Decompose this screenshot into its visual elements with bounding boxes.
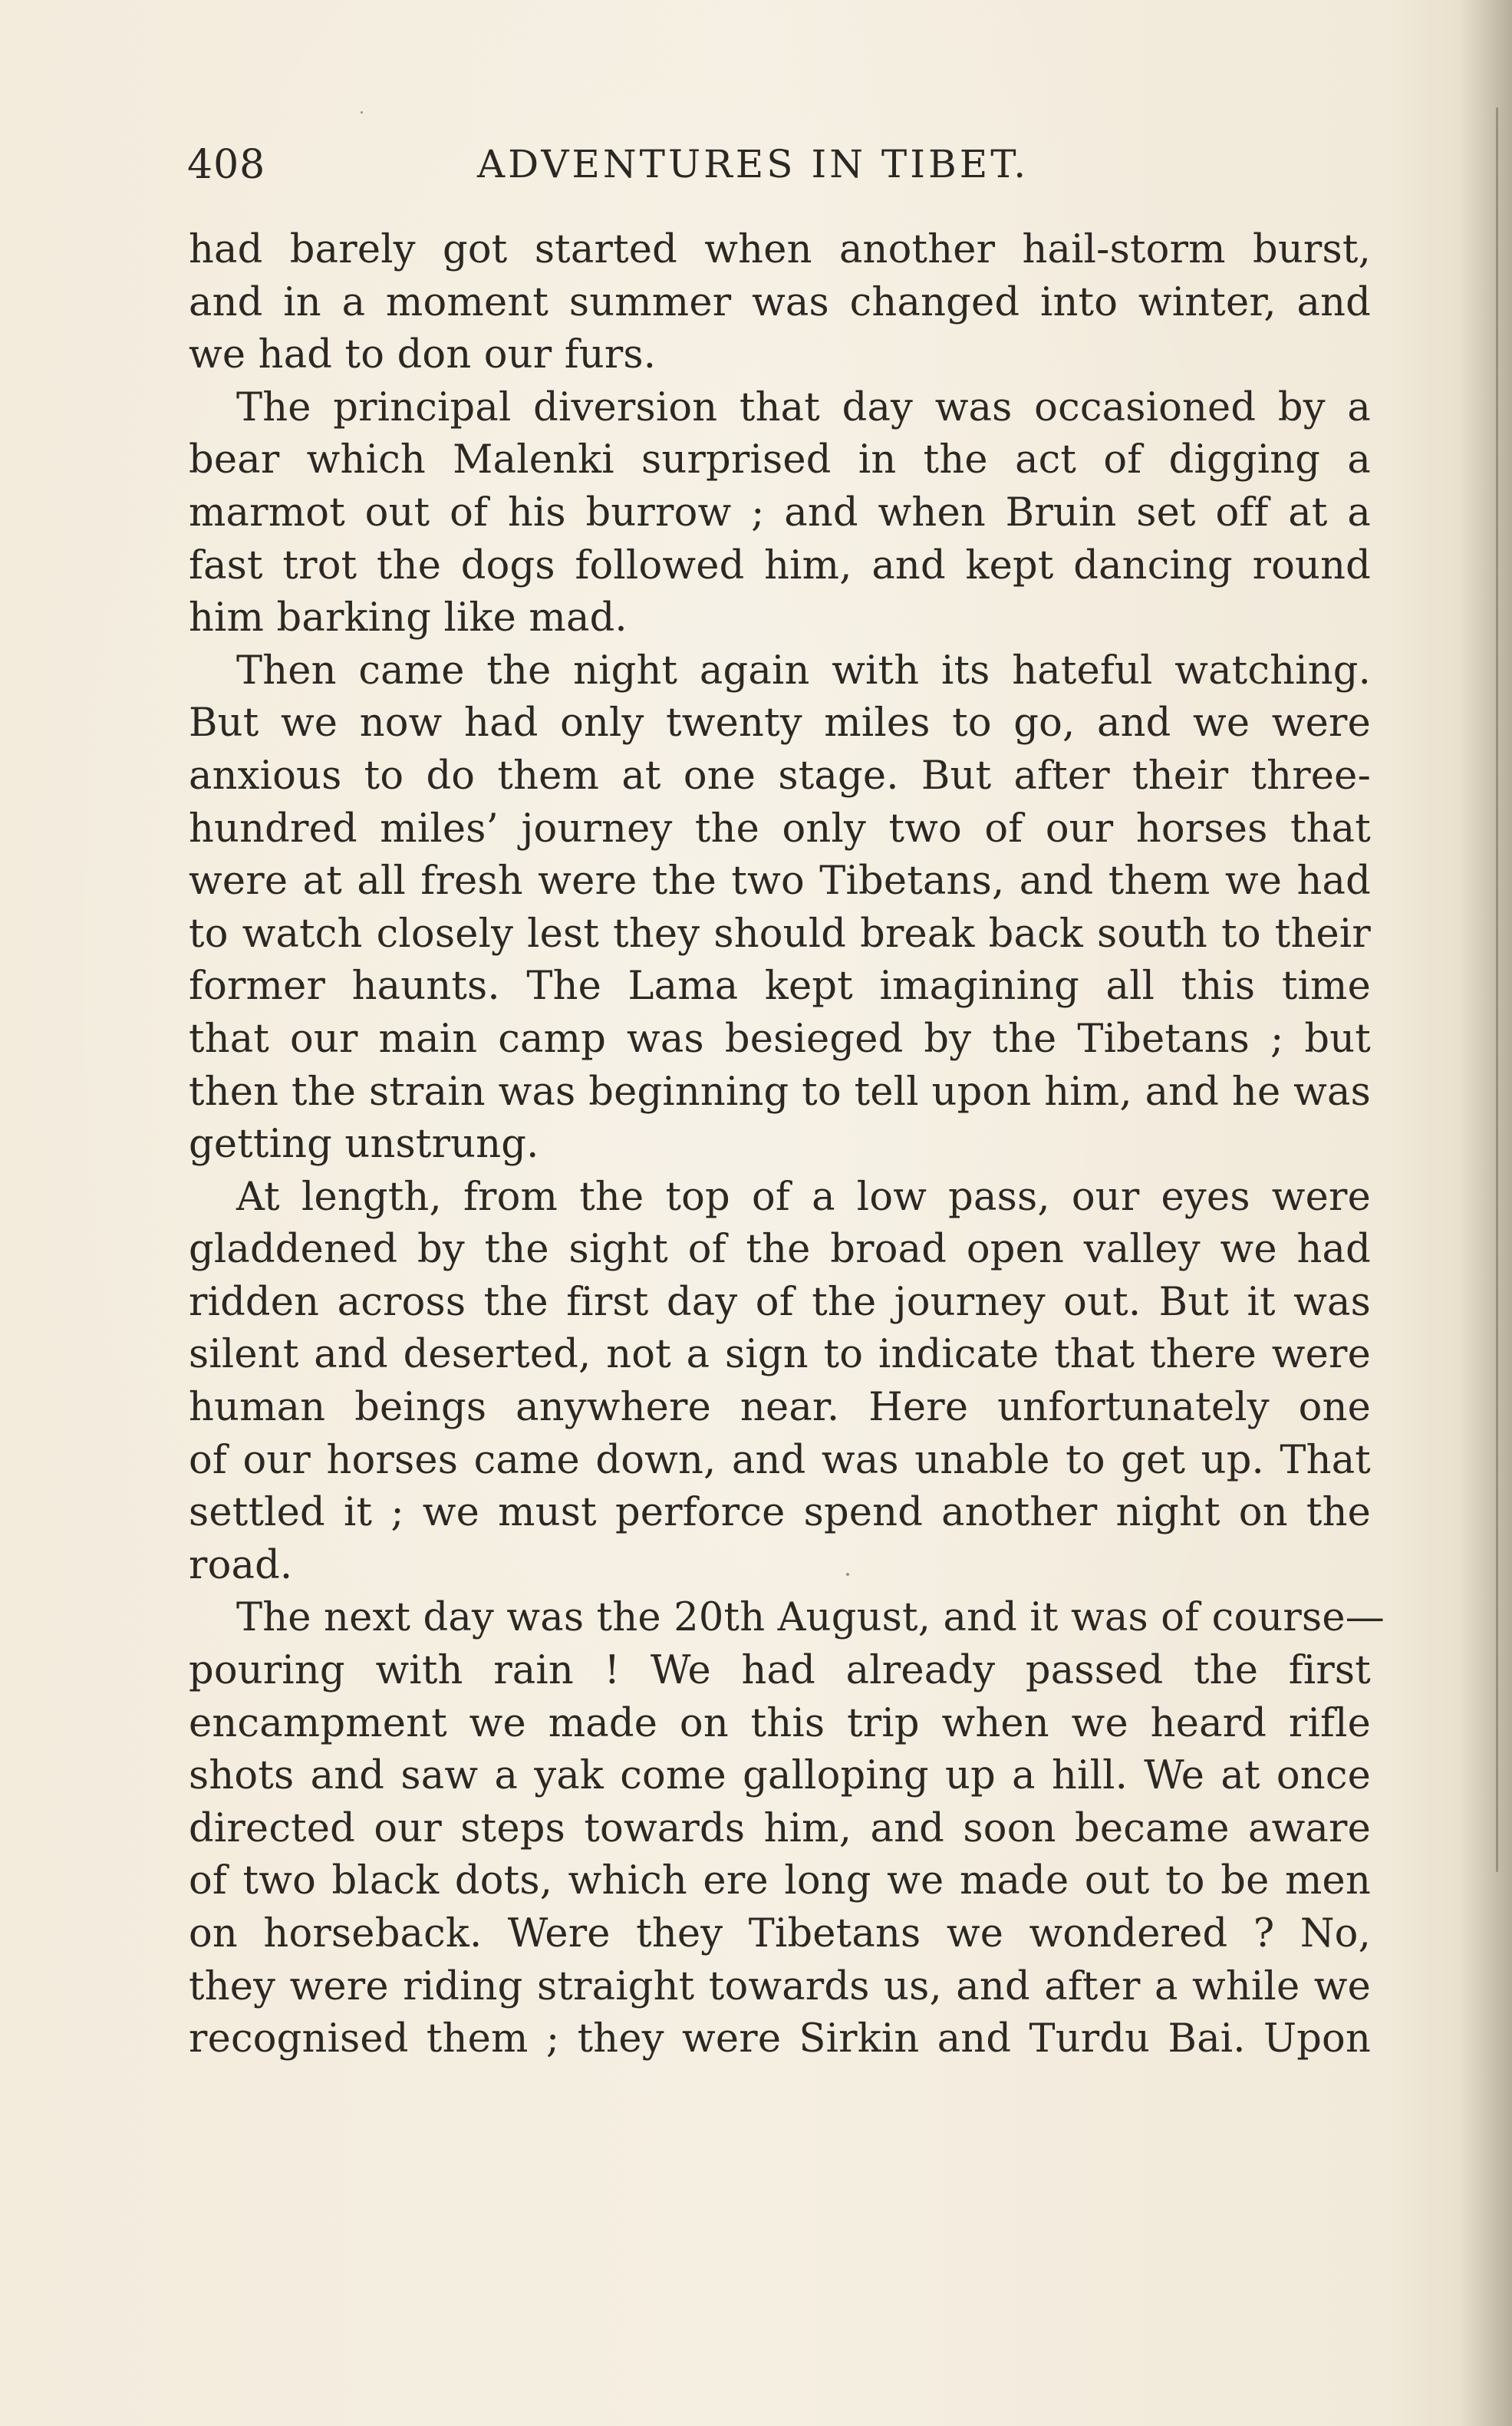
text-line: But we now had only twenty miles to go, and we were — [189, 700, 1371, 747]
text-line: fast trot the dogs followed him, and kept dancing round — [189, 542, 1371, 588]
text-line: had barely got started when another hail-storm burst, — [189, 227, 1371, 272]
text-line: directed our steps towards him, and soon became aware — [189, 1805, 1371, 1851]
text-line: getting unstrung. — [189, 1122, 539, 1168]
text-line: that our main camp was besieged by the Tibetans ; but — [189, 1016, 1371, 1062]
text-line: ridden across the first day of the journey out. But it was — [189, 1279, 1371, 1325]
text-line: we had to don our furs. — [189, 332, 657, 378]
text-line: of our horses came down, and was unable to get up. That — [189, 1437, 1371, 1483]
text-line: former haunts. The Lama kept imagining all this time — [189, 964, 1371, 1010]
text-line: road. — [189, 1542, 293, 1588]
paper-speck — [846, 1573, 849, 1576]
page-edge-line — [1496, 107, 1498, 1872]
text-line: At length, from the top of a low pass, our eyes were — [236, 1174, 1371, 1220]
text-line: The principal diversion that day was occasioned by a — [236, 384, 1371, 430]
text-line: of two black dots, which ere long we made out to be men — [189, 1858, 1371, 1904]
page-header — [187, 142, 1371, 196]
text-line: were at all fresh were the two Tibetans, and them we had — [189, 859, 1371, 905]
body-text — [189, 224, 1385, 2066]
text-line: The next day was the 20th August, and it was of course— — [236, 1595, 1385, 1641]
text-line: settled it ; we must perforce spend another night on the — [189, 1490, 1371, 1536]
text-line: Then came the night again with its hateful watching. — [236, 648, 1371, 694]
text-line: silent and deserted, not a sign to indicate that there were — [189, 1332, 1371, 1378]
text-line: hundred miles’ journey the only two of our horses that — [189, 806, 1371, 852]
text-line: encampment we made on this trip when we heard rifle — [189, 1700, 1371, 1746]
text-line: marmot out of his burrow ; and when Bruin set off at a — [189, 489, 1371, 536]
text-line: they were riding straight towards us, and after a while we — [189, 1963, 1371, 2009]
text-line: pouring with rain ! We had already passed the first — [189, 1648, 1371, 1694]
text-line: recognised them ; they were Sirkin and Turdu Bai. Upon — [189, 2016, 1371, 2062]
text-line: human beings anywhere near. Here unfortunately one — [189, 1385, 1371, 1431]
page-edge-shadow — [1458, 0, 1512, 2426]
running-head: ADVENTURES IN TIBET. — [477, 142, 1029, 186]
text-line: bear which Malenki surprised in the act of digging a — [189, 437, 1371, 483]
text-line: on horseback. Were they Tibetans we wondered ? No, — [189, 1911, 1371, 1956]
text-line: and in a moment summer was changed into winter, and — [189, 279, 1371, 325]
text-line: shots and saw a yak come galloping up a hill. We at once — [189, 1753, 1371, 1799]
text-line: him barking like mad. — [189, 595, 628, 641]
text-line: to watch closely lest they should break back south to their — [189, 911, 1371, 957]
text-line: then the strain was beginning to tell upon him, and he was — [189, 1069, 1371, 1115]
paper-speck — [361, 111, 363, 114]
text-line: gladdened by the sight of the broad open valley we had — [189, 1227, 1371, 1273]
text-line: anxious to do them at one stage. But after their three- — [189, 753, 1371, 799]
page-number: 408 — [187, 142, 266, 188]
